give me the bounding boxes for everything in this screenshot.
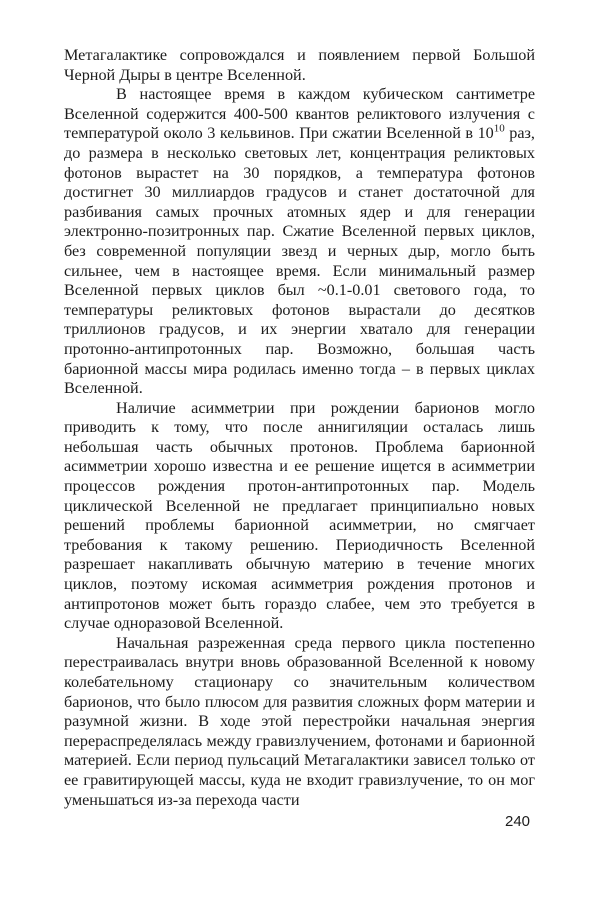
- paragraph-text-before-power: В настоящее время в каждом кубическом сантиметре Вселенной содержится 400-500 квантов реликтового излучения с температурой около 3 кельвинов. При сжатии Вселенной в: [64, 85, 535, 143]
- power-base: 10: [477, 124, 494, 143]
- paragraph-continuation: Метагалактике сопровождался и появлением первой Большой Черной Дыры в центре Вселенной.: [64, 46, 535, 84]
- paragraph-baryon-asymmetry: Наличие асимметрии при рождении барионов могло приводить к тому, что после аннигиляции осталась лишь небольшая часть обычных протонов. Проблема барионной асимметрии хорошо известна и ее решение ищется в асимметрии процессов рождения протон-антипротонных пар. Модель циклической Вселенной не предлагает принципиально новых решений проблемы барионной асимметрии, но смягчает требования к такому решению. Периодичность Вселенной разрешает накапливать обычную материю в течение многих циклов, поэтому искомая асимметрия рождения протонов и антипротонов может быть гораздо слабее, чем это требуется в случае одноразовой Вселенной.: [64, 398, 535, 633]
- paragraph-text-after-power: раз, до размера в несколько световых лет, концентрация реликтовых фотонов вырастет на 30 порядков, а температура фотонов достигнет 30 миллиардов градусов и станет достаточной для разбивания самых прочных атомных ядер и для генерации электронно-позитронных пар. Сжатие Вселенной первых циклов, без современной популяции звезд и черных дыр, могло быть сильнее, чем в настоящее время. Если минимальный размер Вселенной первых циклов был ~0.1-0.01 светового года, то температуры реликтовых фотонов вырастали до десятков триллионов градусов, и их энергии хватало для генерации протонно-антипротонных пар. Возможно, большая часть барионной массы мира родилась именно тогда – в первых циклах Вселенной.: [64, 124, 535, 398]
- paragraph-first-cycle: Начальная разреженная среда первого цикла постепенно перестраивалась внутри вновь образованной Вселенной к новому колебательному стационару со значительным количеством барионов, что было плюсом для развития сложных форм материи и разумной жизни. В ходе этой перестройки начальная энергия перераспределялась между гравизлучением, фотонами и барионной материей. Если период пульсаций Метагалактики зависел только от ее гравитирующей массы, куда не входит гравизлучение, то он мог уменьшаться из-за перехода части: [64, 633, 535, 809]
- power-of-ten-expression: [478, 124, 505, 142]
- paragraph-relic-radiation: [64, 85, 535, 399]
- page-number: 240: [505, 813, 531, 830]
- body-text: [64, 46, 535, 810]
- power-exponent: 10: [493, 122, 505, 135]
